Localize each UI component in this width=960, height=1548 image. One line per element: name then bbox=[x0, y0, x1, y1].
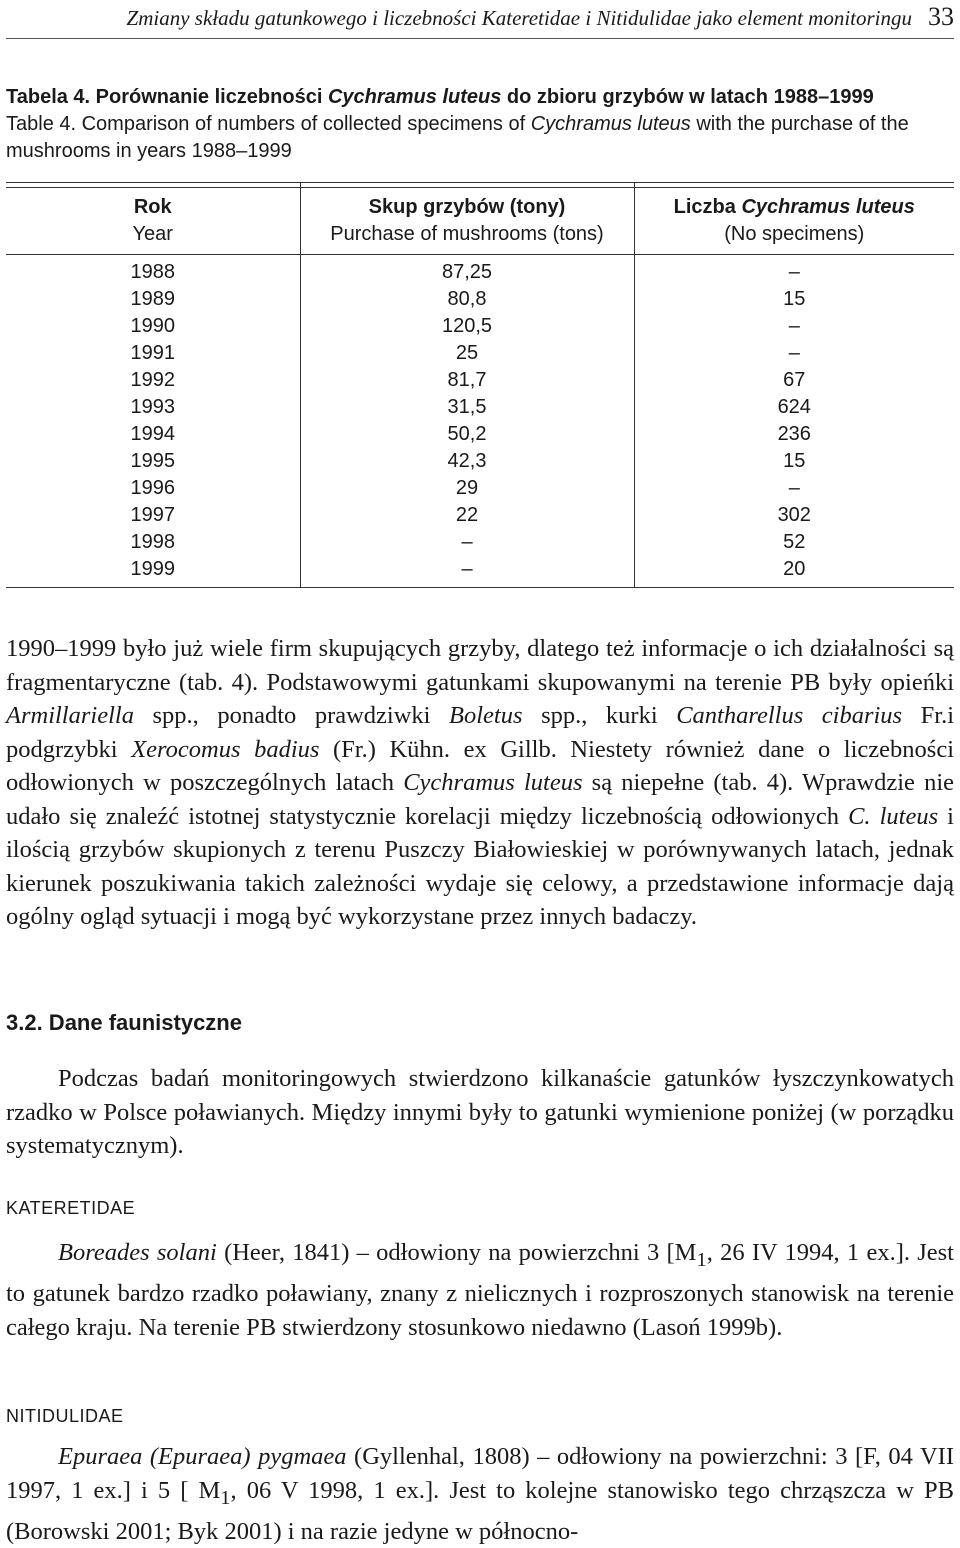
cell-purchase: – bbox=[300, 529, 634, 556]
cell-year: 1999 bbox=[6, 556, 300, 588]
cell-count: 15 bbox=[634, 448, 954, 475]
cell-count: 15 bbox=[634, 286, 954, 313]
section-heading: 3.2. Dane faunistyczne bbox=[6, 1010, 242, 1035]
cell-count: – bbox=[634, 255, 954, 287]
family-heading-nitidulidae: NITIDULIDAE bbox=[6, 1406, 124, 1426]
cell-purchase: 50,2 bbox=[300, 421, 634, 448]
cell-purchase: 120,5 bbox=[300, 313, 634, 340]
cell-year: 1990 bbox=[130, 315, 175, 337]
table-row bbox=[6, 286, 954, 313]
cell-year: 1997 bbox=[130, 504, 175, 526]
cell-count: – bbox=[634, 313, 954, 340]
table-row bbox=[6, 502, 954, 529]
species-name: Boreades solani bbox=[58, 1239, 217, 1266]
species-name: Epuraea (Epuraea) pygmaea bbox=[58, 1443, 347, 1470]
cell-count: 236 bbox=[634, 421, 954, 448]
paragraph-2: Podczas badań monitoringowych stwierdzono kilkanaście gatunków łyszczynkowatych rzadko w Polsce poławianych. Między innymi były to gatunki wymienione poniżej (w porządku systematycznym). bbox=[6, 1065, 954, 1159]
cell-year: 1995 bbox=[130, 450, 175, 472]
table-caption-polish: Tabela 4. Porównanie liczebności Cychramus luteus do zbioru grzybów w latach 1988–1999 bbox=[6, 86, 874, 108]
header-purchase-en: Purchase of mushrooms (tons) bbox=[300, 221, 634, 255]
table-row bbox=[6, 448, 954, 475]
cell-year: 1988 bbox=[130, 261, 175, 283]
cell-year: 1989 bbox=[130, 288, 175, 310]
header-count-pl: Liczba Cychramus luteus bbox=[634, 188, 954, 222]
table-row bbox=[6, 529, 954, 556]
running-head-title: Zmiany składu gatunkowego i liczebności Kateretidae i Nitidulidae jako element monitoringu bbox=[126, 6, 912, 30]
cell-purchase: 42,3 bbox=[300, 448, 634, 475]
header-year-en: Year bbox=[6, 221, 300, 255]
table-caption-english: Table 4. Comparison of numbers of collected specimens of Cychramus luteus with the purchase of the mushrooms in years 1988–1999 bbox=[6, 113, 909, 162]
cell-year: 1991 bbox=[130, 342, 175, 364]
cell-count: – bbox=[634, 340, 954, 367]
paragraph-1: 1990–1999 było już wiele firm skupujących grzyby, dlatego też informacje o ich działalności są fragmentaryczne (tab. 4). Podstawowymi gatunkami skupowanymi na terenie PB były opieńki Armillariella spp., ponadto prawdziwki Boletus spp., kurki Cantharellus cibarius Fr.i podgrzybki Xerocomus badius (Fr.) Kühn. ex Gillb. Niestety również dane o liczebności odłowionych w poszczególnych latach Cychramus luteus są niepełne (tab. 4). Wprawdzie nie udało się znaleźć istotnej statystycznie korelacji między liczebnością odłowionych C. luteus i ilością grzybów skupionych z terenu Puszczy Białowieskiej w porównywanych latach, jednak kierunek poszukiwania takich zależności wydaje się celowy, a przedstawione informacje dają ogólny ogląd sytuacji i mogą być wykorzystane przez innych badaczy. bbox=[6, 635, 955, 930]
species-entry-boreades: Boreades solani (Heer, 1841) – odłowiony na powierzchni 3 [$M_1$, 26 IV 1994, 1 ex.]. Jest to gatunek bardzo rzadko poławiany, znany z nielicznych i rozproszonych stanowisk na terenie całego kraju. Na terenie PB stwierdzony stosunkowo niedawno (Lasoń 1999b). bbox=[6, 1239, 954, 1341]
table-row bbox=[6, 313, 954, 340]
table-row bbox=[6, 556, 954, 588]
cell-year: 1993 bbox=[130, 396, 175, 418]
cell-count: 52 bbox=[634, 529, 954, 556]
cell-year: 1996 bbox=[130, 477, 175, 499]
header-purchase-pl: Skup grzybów (tony) bbox=[300, 188, 634, 222]
family-heading-kateretidae: KATERETIDAE bbox=[6, 1198, 136, 1218]
cell-purchase: 22 bbox=[300, 502, 634, 529]
page-number: 33 bbox=[928, 2, 954, 31]
header-count-en: (No specimens) bbox=[634, 221, 954, 255]
species-entry-epuraea: Epuraea (Epuraea) pygmaea (Gyllenhal, 1808) – odłowiony na powierzchni: 3 [F, 04 VII 1997, 1 ex.] i 5 [ $M_1$, 06 V 1998, 1 ex.]. Jest to kolejne stanowisko tego chrząszcza w PB (Borowski 2001; Byk 2001) i na razie jedyne w północno- bbox=[6, 1443, 954, 1545]
cell-purchase: 80,8 bbox=[300, 286, 634, 313]
cell-purchase: 29 bbox=[300, 475, 634, 502]
cell-count: 20 bbox=[634, 556, 954, 588]
header-year-pl: Rok bbox=[133, 196, 172, 218]
cell-purchase: 25 bbox=[300, 340, 634, 367]
cell-year: 1998 bbox=[130, 531, 175, 553]
table-row bbox=[6, 394, 954, 421]
header-rule bbox=[6, 38, 954, 39]
cell-count: 302 bbox=[634, 502, 954, 529]
table-row bbox=[6, 367, 954, 394]
table-row bbox=[6, 421, 954, 448]
table-row bbox=[6, 255, 954, 287]
data-table bbox=[6, 182, 954, 588]
table-caption bbox=[6, 84, 954, 165]
cell-purchase: 87,25 bbox=[300, 255, 634, 287]
table-row bbox=[6, 475, 954, 502]
cell-count: 624 bbox=[634, 394, 954, 421]
cell-count: – bbox=[634, 475, 954, 502]
cell-count: 67 bbox=[634, 367, 954, 394]
cell-year: 1992 bbox=[130, 369, 175, 391]
cell-purchase: 31,5 bbox=[300, 394, 634, 421]
running-head bbox=[6, 2, 954, 32]
cell-year: 1994 bbox=[130, 423, 175, 445]
cell-purchase: – bbox=[300, 556, 634, 588]
cell-purchase: 81,7 bbox=[300, 367, 634, 394]
table-row bbox=[6, 340, 954, 367]
